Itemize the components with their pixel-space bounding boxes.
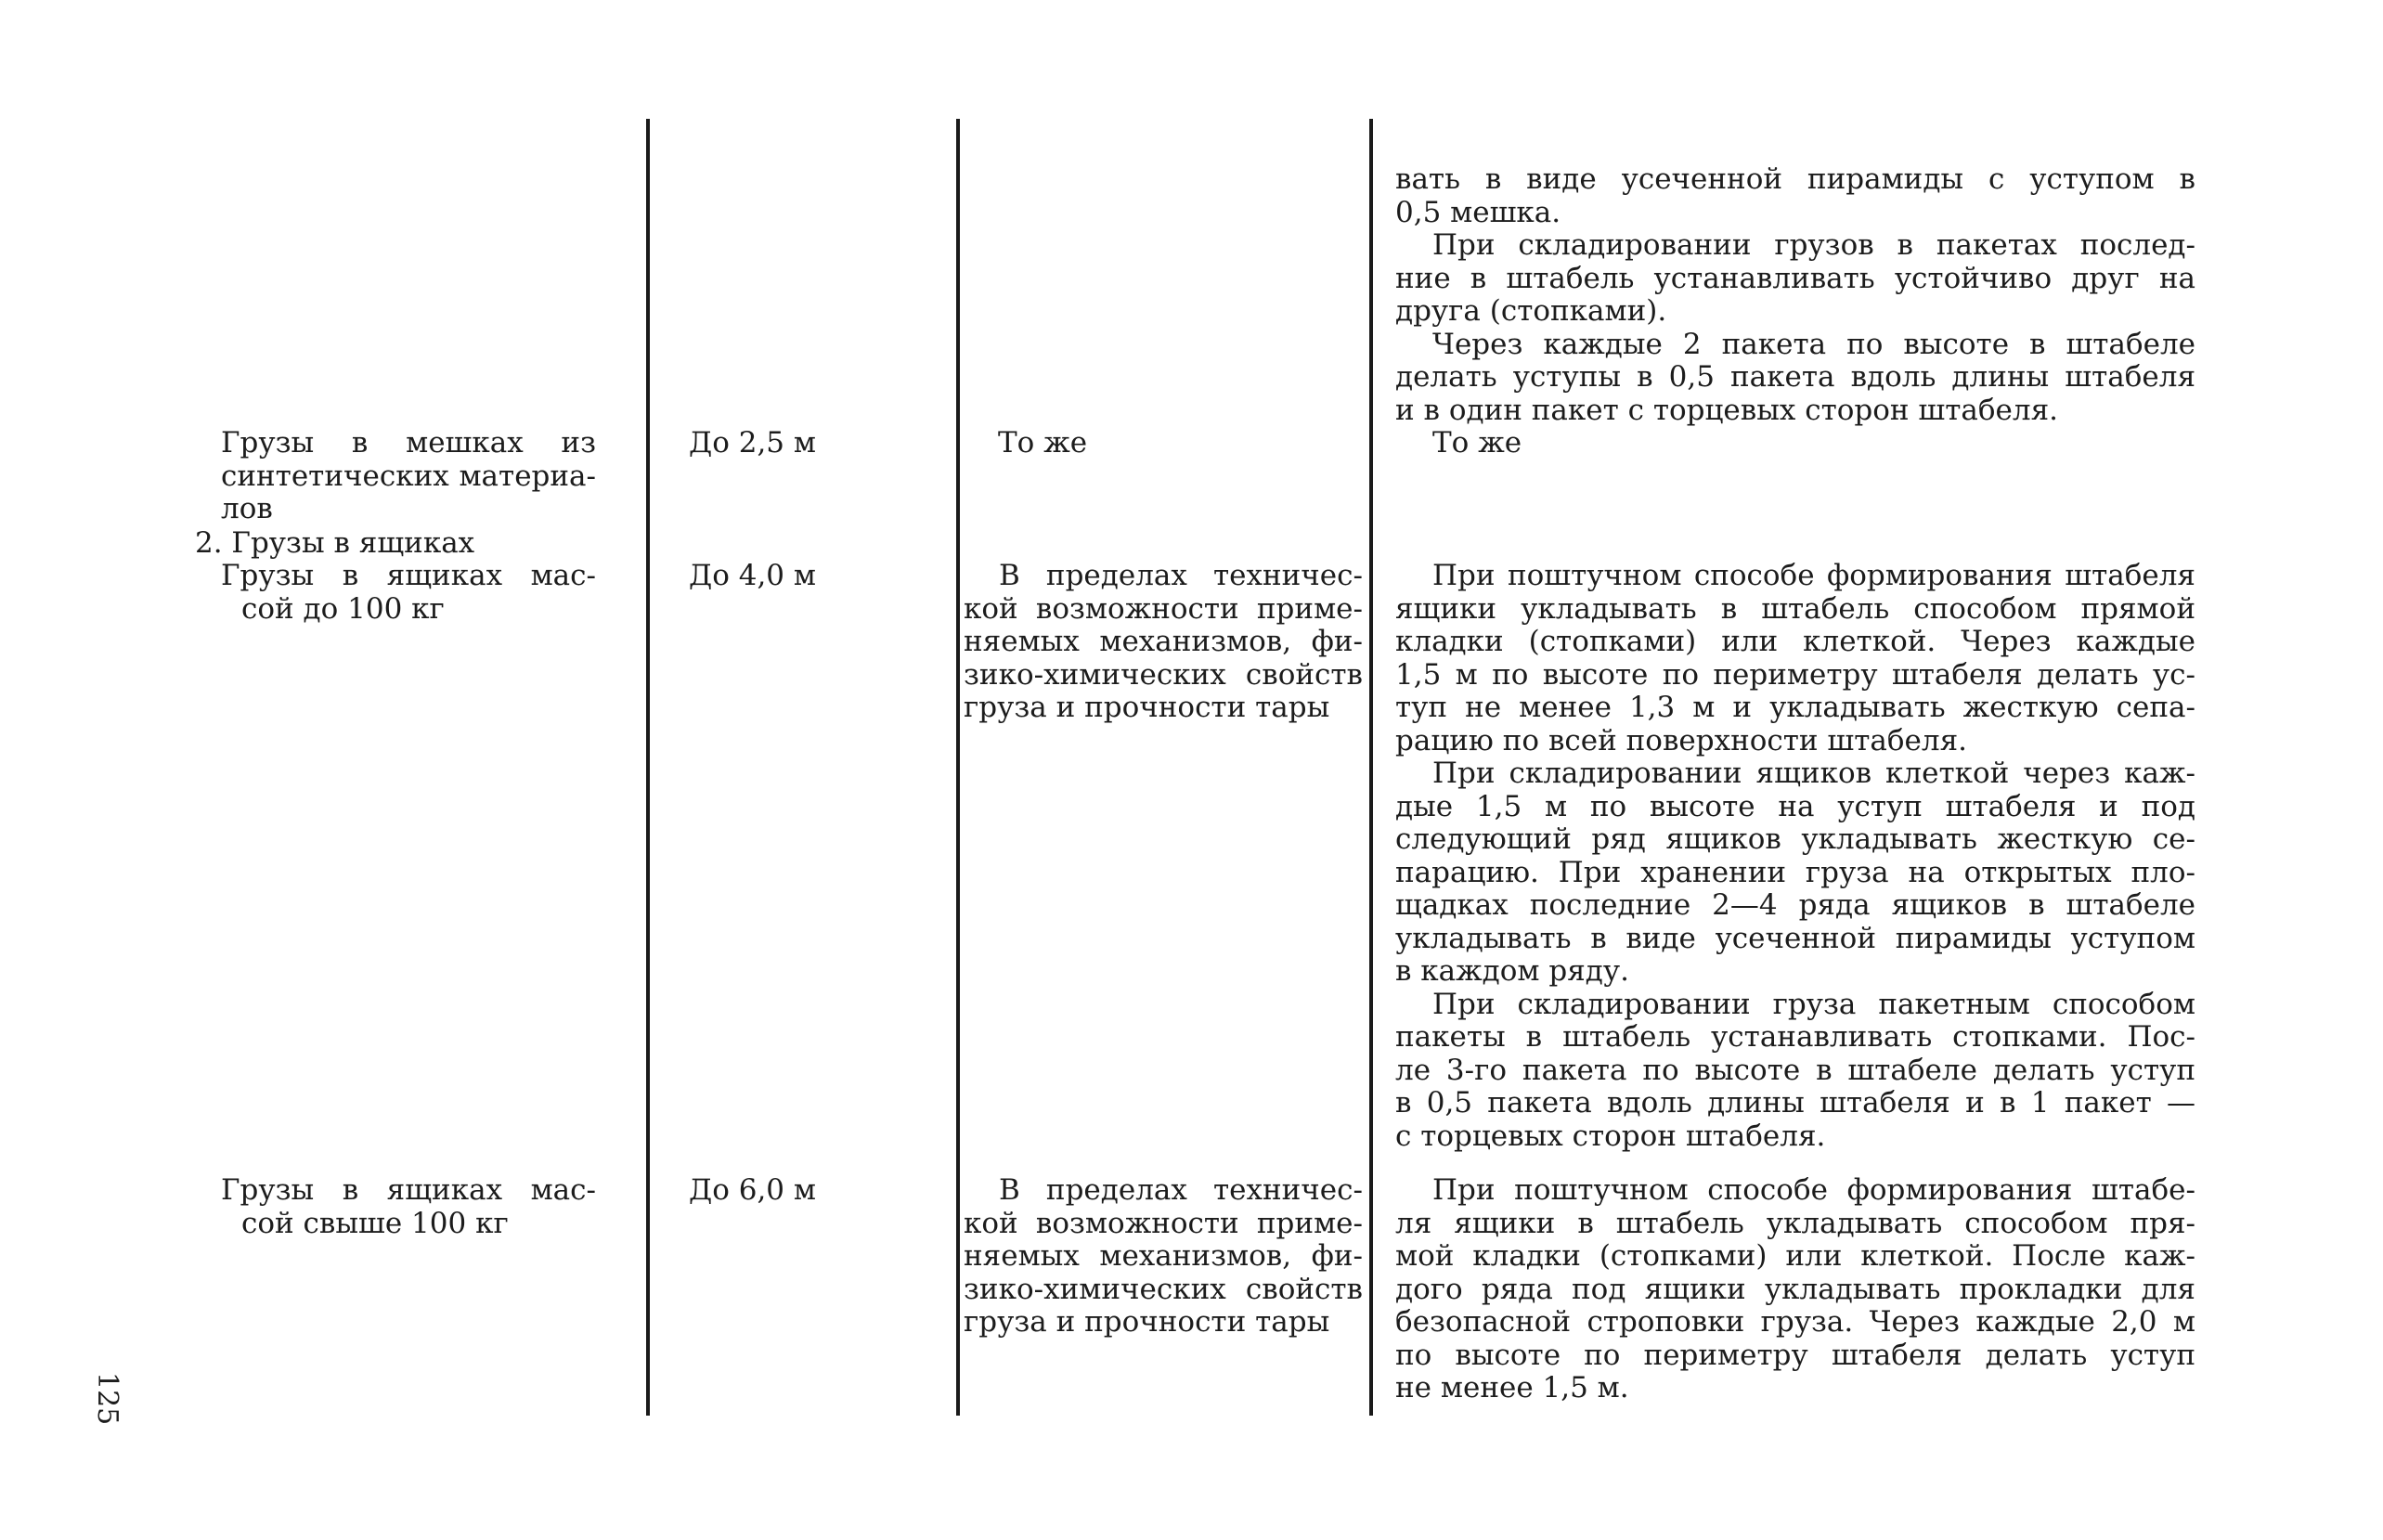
row1-cargo-name [221, 427, 596, 526]
row1-height: До 2,5 м [689, 426, 816, 459]
text-line: При поштучном способе формирования штабеля [1432, 559, 2195, 592]
text-line: кой возможности приме- [964, 591, 1363, 626]
text-line: В пределах техничес- [999, 559, 1363, 592]
column-rule-1 [646, 119, 650, 1416]
text-line: При складировании ящиков клеткой через каж- [1432, 757, 2195, 790]
text-line: вать в виде усеченной пирамиды с уступом в [1395, 162, 2195, 196]
text-line: При поштучном способе формирования штабе- [1432, 1173, 2195, 1207]
text-line: пакеты в штабель устанавливать стопками. Пос- [1395, 1020, 2195, 1054]
text-line: синтетических материа- [221, 459, 596, 493]
row2-limit [964, 560, 1363, 725]
text-line: ле 3-го пакета по высоте в штабеле делать уступ [1395, 1053, 2195, 1087]
text-line: кладки (стопками) или клеткой. Через каждые [1395, 625, 2195, 658]
text-line: Грузы в ящиках мас- [221, 1173, 596, 1207]
text-line: парацию. При хранении груза на открытых пло- [1395, 855, 2195, 889]
text-line: рацию по всей поверхности штабеля. [1395, 723, 1967, 757]
row3-cargo-name [221, 1174, 596, 1240]
text-line: с торцевых сторон штабеля. [1395, 1119, 1826, 1153]
text-line: Грузы в ящиках мас- [221, 559, 596, 592]
text-line: зико-химических свойств [964, 1272, 1363, 1306]
text-line: в каждом ряду. [1395, 954, 1629, 988]
column-rule-2 [956, 119, 960, 1416]
column-rule-3 [1369, 119, 1373, 1416]
text-line: При складировании груза пакетным способом [1432, 987, 2195, 1021]
text-line: Через каждые 2 пакета по высоте в штабеле [1432, 327, 2195, 361]
text-line: сой свыше 100 кг [241, 1206, 509, 1240]
text-line: в 0,5 пакета вдоль длины штабеля и в 1 пакет — [1395, 1086, 2195, 1119]
text-line: ние в штабель устанавливать устойчиво друг на [1395, 261, 2195, 295]
row1-limit: То же [998, 426, 1088, 459]
row2-instructions [1395, 560, 2195, 1153]
text-line: В пределах техничес- [999, 1173, 1363, 1207]
text-line: ля ящики в штабель укладывать способом пря- [1395, 1206, 2195, 1240]
text-line: туп не менее 1,3 м и укладывать жесткую сепа- [1395, 691, 2195, 724]
text-line: по высоте по периметру штабеля делать уступ [1395, 1338, 2195, 1372]
continuation-text [1395, 163, 2195, 427]
text-line: няемых механизмов, фи- [964, 1239, 1363, 1273]
page-number: 125 [91, 1372, 123, 1426]
text-line: При складировании грузов в пакетах послед- [1432, 228, 2195, 262]
text-line: зико-химических свойств [964, 657, 1363, 692]
text-line: дые 1,5 м по высоте на уступ штабеля и под [1395, 789, 2195, 823]
text-line: не менее 1,5 м. [1395, 1371, 1629, 1404]
text-line: кой возможности приме- [964, 1206, 1363, 1240]
row3-height: До 6,0 м [689, 1173, 816, 1207]
text-line: друга (стопками). [1395, 294, 1667, 328]
row2-height: До 4,0 м [689, 559, 816, 592]
text-line: дого ряда под ящики укладывать прокладки для [1395, 1272, 2195, 1306]
text-line: следующий ряд ящиков укладывать жесткую се- [1395, 822, 2195, 856]
text-line: щадках последние 2—4 ряда ящиков в штабеле [1395, 888, 2195, 922]
text-line: сой до 100 кг [241, 591, 445, 626]
text-line: мой кладки (стопками) или клеткой. После каж- [1395, 1239, 2195, 1273]
text-line: груза и прочности тары [964, 691, 1330, 724]
text-line: безопасной строповки груза. Через каждые 2,0 м [1395, 1305, 2195, 1339]
text-line: укладывать в виде усеченной пирамиды уступом [1395, 921, 2195, 955]
text-line: делать уступы в 0,5 пакета вдоль длины штабеля [1395, 360, 2195, 394]
text-line: и в один пакет с торцевых сторон штабеля. [1395, 393, 2058, 427]
text-line: ящики укладывать в штабель способом прямой [1395, 591, 2195, 626]
text-line: лов [221, 492, 273, 525]
text-line: няемых механизмов, фи- [964, 625, 1363, 658]
row1-instructions: То же [1432, 426, 1522, 459]
text-line: 1,5 м по высоте по периметру штабеля делать ус- [1395, 657, 2195, 692]
row3-instructions [1395, 1174, 2195, 1405]
text-line: Грузы в мешках из [221, 426, 596, 459]
row3-limit [964, 1174, 1363, 1339]
text-line: 0,5 мешка. [1395, 195, 1561, 229]
text-line: груза и прочности тары [964, 1305, 1330, 1339]
row2-cargo-name [221, 560, 596, 626]
section-heading: 2. Грузы в ящиках [195, 526, 475, 560]
